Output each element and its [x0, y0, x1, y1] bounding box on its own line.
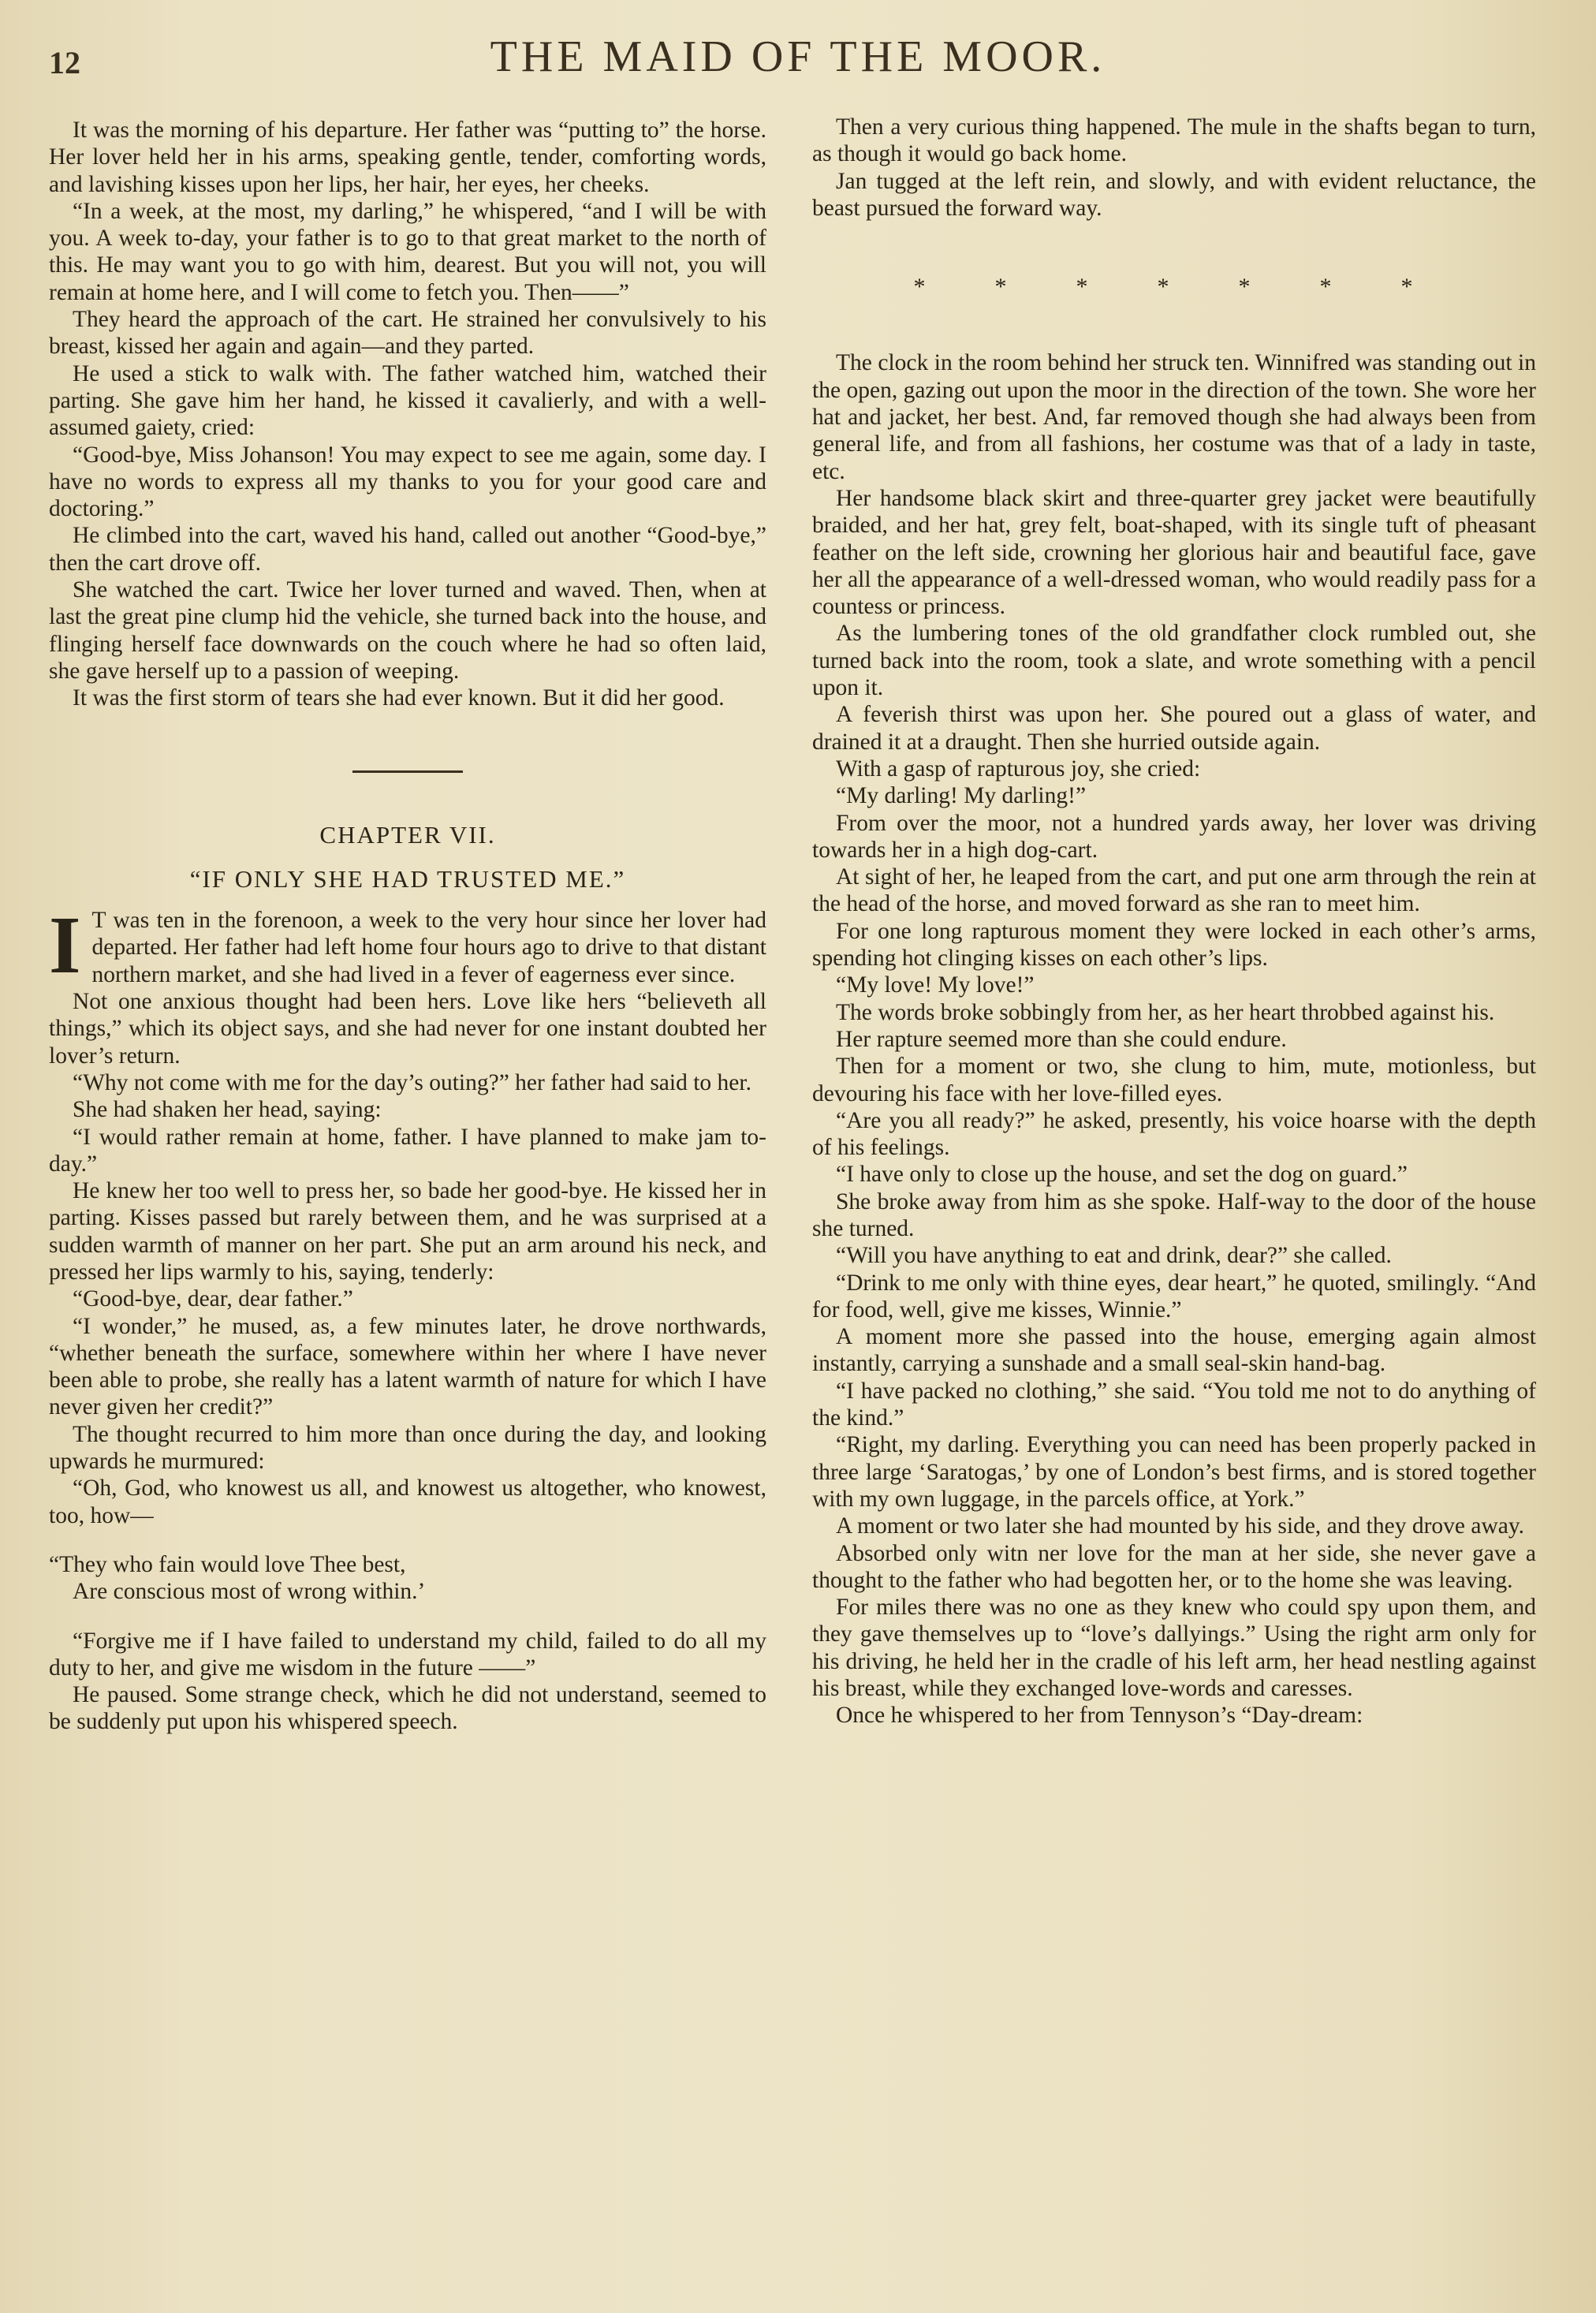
paragraph: Then a very curious thing happened. The mule in the shafts began to turn, as though it would go back home.	[812, 114, 1536, 167]
paragraph: Once he whispered to her from Tennyson’s “Day-dream:	[836, 1703, 1363, 1729]
paragraph: Absorbed only witn ner love for the man at her side, she never gave a thought to the father who had begotten her, or to the home she was leaving.	[812, 1540, 1536, 1593]
paragraph: She broke away from him as she spoke. Half-way to the door of the house she turned.	[812, 1188, 1536, 1241]
paragraph: “I have only to close up the house, and set the dog on guard.”	[836, 1162, 1408, 1188]
right-paragraphs-before	[812, 114, 1536, 222]
paragraph: He knew her too well to press her, so bade her good-bye. He kissed her in parting. Kisses passed but rarely between them, and he was surprised at a sudden warmth of manner on her part. She put an arm around his neck, and pressed her lips warmly to his, saying, tenderly:	[49, 1178, 766, 1285]
paragraph: A feverish thirst was upon her. She poured out a glass of water, and drained it at a draught. Then she hurried outside again.	[812, 702, 1536, 755]
paragraph: “Oh, God, who knowest us all, and knowest us altogether, who knowest, too, how—	[49, 1475, 766, 1528]
paragraph: “Why not come with me for the day’s outing?” her father had said to her.	[73, 1069, 751, 1095]
paragraph: It was the first storm of tears she had ever known. But it did her good.	[73, 685, 725, 711]
chapter-title: “IF ONLY SHE HAD TRUSTED ME.”	[189, 864, 626, 893]
drop-cap: I	[49, 900, 81, 991]
left-paragraphs-end	[49, 1628, 766, 1736]
verse-line: Are conscious most of wrong within.’	[73, 1579, 426, 1605]
paragraph: “I have packed no clothing,” she said. “You told me not to do anything of the kind.”	[812, 1378, 1536, 1431]
paragraph: “Are you all ready?” he asked, presently, his voice hoarse with the depth of his feelings.	[812, 1107, 1536, 1161]
left-paragraphs-before	[49, 117, 766, 712]
paragraph: He paused. Some strange check, which he did not understand, seemed to be suddenly put upon his whispered speech.	[49, 1682, 766, 1735]
paragraph: He climbed into the cart, waved his hand, called out another “Good-bye,” then the cart drove off.	[49, 523, 766, 576]
paragraph: At sight of her, he leaped from the cart, and put one arm through the rein at the head of the horse, and moved forward as she ran to meet him.	[812, 864, 1536, 917]
paragraph: Her rapture seemed more than she could endure.	[836, 1026, 1287, 1052]
right-column	[812, 114, 1536, 1729]
paragraph: With a gasp of rapturous joy, she cried:	[836, 755, 1201, 782]
chapter-opening-paragraph	[49, 900, 766, 991]
paragraph: “Right, my darling. Everything you can need has been properly packed in three large ‘Saratogas,’ by one of London’s best firms, and is stored together with my own luggage, in the parcels office, at York.”	[812, 1432, 1536, 1512]
paragraph: “Good-bye, dear, dear father.”	[73, 1286, 353, 1312]
paragraph: “Forgive me if I have failed to understand my child, failed to do all my duty to her, and give me wisdom in the future ——”	[49, 1628, 766, 1681]
paragraph: For miles there was no one as they knew who could spy upon them, and they gave themselves up to “love’s dallyings.” Using the right arm only for his driving, he held her in the cradle of his left arm, her head nestling against his breast, while they exchanged love-words and caresses.	[812, 1595, 1536, 1702]
paragraph: He used a stick to walk with. The father watched him, watched their parting. She gave him her hand, he kissed it cavalierly, and with a well-assumed gaiety, cried:	[49, 360, 766, 441]
paragraph: They heard the approach of the cart. He strained her convulsively to his breast, kissed her again and again—and they parted.	[49, 307, 766, 360]
paragraph: “Will you have anything to eat and drink, dear?” she called.	[836, 1243, 1392, 1269]
paragraph: Then for a moment or two, she clung to him, mute, motionless, but devouring his face with her love-filled eyes.	[812, 1054, 1536, 1106]
paragraph: She had shaken her head, saying:	[73, 1097, 382, 1123]
paragraph: She watched the cart. Twice her lover turned and waved. Then, when at last the great pine clump hid the vehicle, she turned back into the house, and flinging herself face downwards on the couch where he had so often laid, she gave herself up to a passion of weeping.	[49, 577, 766, 684]
paragraph: “Drink to me only with thine eyes, dear heart,” he quoted, smilingly. “And for food, well, give me kisses, Winnie.”	[812, 1270, 1536, 1323]
opening-text: T was ten in the forenoon, a week to the very hour since her lover had departed. Her father had left home four hours ago to drive to that distant northern market, and she had lived in a fever of eagerness ever since.	[91, 908, 766, 987]
verse-line: “They who fain would love Thee best,	[49, 1551, 406, 1577]
paragraph: From over the moor, not a hundred yards away, her lover was driving towards her in a high dog-cart.	[812, 810, 1536, 863]
verse-quotation	[49, 1551, 766, 1606]
paragraph: Jan tugged at the left rein, and slowly, and with evident reluctance, the beast pursued the forward way.	[812, 168, 1536, 221]
paragraph: The clock in the room behind her struck ten. Winnifred was standing out in the open, gazing out upon the moor in the direction of the town. She wore her hat and jacket, her best. And, far removed though she had always been from general life, and from all fashions, her costume was that of a lady in taste, etc.	[812, 350, 1536, 484]
paragraph: Her handsome black skirt and three-quarter grey jacket were beautifully braided, and her hat, grey felt, boat-shaped, with its single tuft of pheasant feather on the left side, crowning her glorious hair and beautiful face, gave her all the appearance of a well-dressed woman, who would readily pass for a countess or princess.	[812, 485, 1536, 620]
paragraph: “In a week, at the most, my darling,” he whispered, “and I will be with you. A week to-day, your father is to go to that great market to the north of this. He may want you to go with him, dearest. But you will not, you will remain at home here, and I will come to fetch you. Then——”	[49, 198, 766, 305]
paragraph: It was the morning of his departure. Her father was “putting to” the horse. Her lover held her in his arms, speaking gentle, tender, comforting words, and lavishing kisses upon her lips, her hair, her eyes, her cheeks.	[49, 118, 766, 197]
left-paragraphs-after	[49, 988, 766, 1529]
paragraph: “My darling! My darling!”	[836, 783, 1087, 809]
running-title: THE MAID OF THE MOOR.	[490, 32, 1106, 81]
right-paragraphs-after	[812, 349, 1536, 1729]
paragraph: As the lumbering tones of the old grandfather clock rumbled out, she turned back into the room, took a slate, and wrote something with a pencil upon it.	[812, 621, 1536, 701]
paragraph: A moment or two later she had mounted by his side, and they drove away.	[836, 1513, 1525, 1539]
section-rule	[352, 770, 463, 773]
section-break-stars: *******	[913, 274, 1482, 300]
paragraph: The thought recurred to him more than once during the day, and looking upwards he murmured:	[49, 1421, 766, 1475]
paragraph: “My love! My love!”	[836, 972, 1035, 998]
paragraph: Not one anxious thought had been hers. Love like hers “believeth all things,” which its object says, and she had never for one instant doubted her lover’s return.	[49, 989, 766, 1069]
paragraph: A moment more she passed into the house, emerging again almost instantly, carrying a sunshade and a small seal-skin hand-bag.	[812, 1324, 1536, 1377]
chapter-number: CHAPTER VII.	[319, 820, 496, 849]
left-column	[49, 117, 766, 1736]
paragraph: “I wonder,” he mused, as, a few minutes later, he drove northwards, “whether beneath the surface, somewhere within her where I have never been able to probe, she really has a latent warmth of nature for which I have never given her credit?”	[49, 1313, 766, 1420]
paragraph: “I would rather remain at home, father. I have planned to make jam to-day.”	[49, 1124, 766, 1177]
paragraph: For one long rapturous moment they were locked in each other’s arms, spending hot clinging kisses on each other’s lips.	[812, 918, 1536, 972]
paragraph: The words broke sobbingly from her, as her heart throbbed against his.	[836, 999, 1495, 1025]
paragraph: “Good-bye, Miss Johanson! You may expect to see me again, some day. I have no words to express all my thanks to you for your good care and doctoring.”	[49, 442, 766, 522]
page-number: 12	[49, 45, 80, 80]
